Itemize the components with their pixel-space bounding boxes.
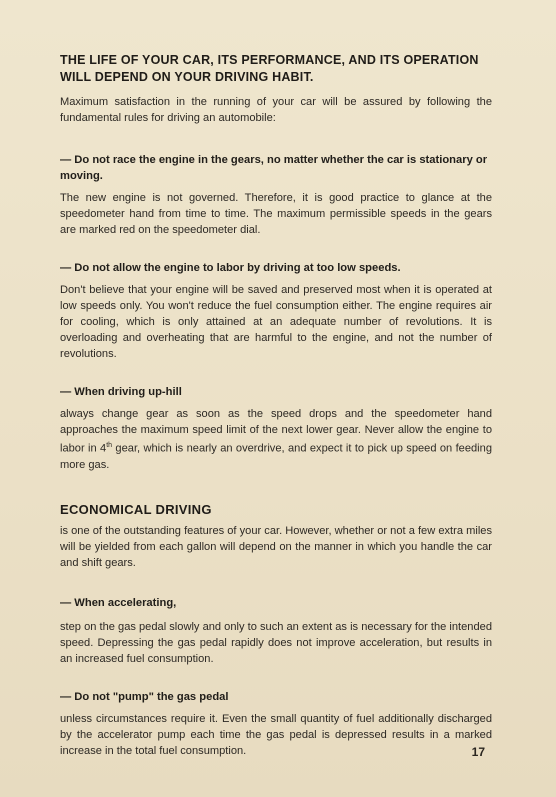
- rule-title-low-speeds: — Do not allow the engine to labor by driving at too low speeds.: [60, 262, 401, 274]
- rule-text-racing: The new engine is not governed. Therefore, it is good practice to glance at the speedometer hand from time to time. The maximum permissible speeds in the gears are marked red on the speedometer dial.: [60, 192, 492, 236]
- rule-text-low-speeds: Don't believe that your engine will be saved and preserved most when it is operated at low speeds only. You won't reduce the fuel consumption either. The engine requires air for cooling, which is only attained at an adequate number of revolutions. It is overloading and overheating that are harmful to the engine, and not the number of revolutions.: [60, 284, 492, 360]
- rule-text-uphill: [60, 406, 492, 473]
- rule-title-uphill: — When driving up-hill: [60, 386, 182, 398]
- page-content: [60, 52, 492, 759]
- rule-title-accelerating: — When accelerating,: [60, 596, 177, 609]
- rule-title-racing: — Do not race the engine in the gears, no matter whether the car is stationary or moving.: [60, 154, 488, 182]
- economical-driving-heading: ECONOMICAL DRIVING: [60, 501, 212, 517]
- rule-text-accelerating: step on the gas pedal slowly and only to such an extent as is necessary for the intended speed. Depressing the gas pedal rapidly does not improve acceleration, but results in an increased fuel consumption.: [60, 620, 492, 665]
- rule-title-pump: — Do not "pump" the gas pedal: [60, 690, 229, 703]
- page-number: 17: [471, 745, 485, 759]
- uphill-superscript: th: [106, 442, 113, 449]
- page-heading: THE LIFE OF YOUR CAR, ITS PERFORMANCE, AND ITS OPERATION WILL DEPEND ON YOUR DRIVING HABIT.: [60, 53, 479, 84]
- rule-text-pump: unless circumstances require it. Even the small quantity of fuel additionally discharged by the accelerator pump each time the gas pedal is depressed results in a marked increase in the total fuel consumption.: [60, 712, 492, 757]
- uphill-text-start: always change gear as soon as the speed drops and the speedometer hand approaches the maximum speed limit of the next lower gear. Never allow the engine to labor in 4: [60, 408, 492, 455]
- intro-paragraph: Maximum satisfaction in the running of your car will be assured by following the fundamental rules for driving an automobile:: [60, 96, 492, 124]
- uphill-text-end: gear, which is nearly an overdrive, and expect it to pick up speed on feeding more gas.: [60, 442, 492, 471]
- economical-driving-text: is one of the outstanding features of your car. However, whether or not a few extra miles will be yielded from each gallon will depend on the manner in which you handle the car and shift gears.: [60, 524, 492, 569]
